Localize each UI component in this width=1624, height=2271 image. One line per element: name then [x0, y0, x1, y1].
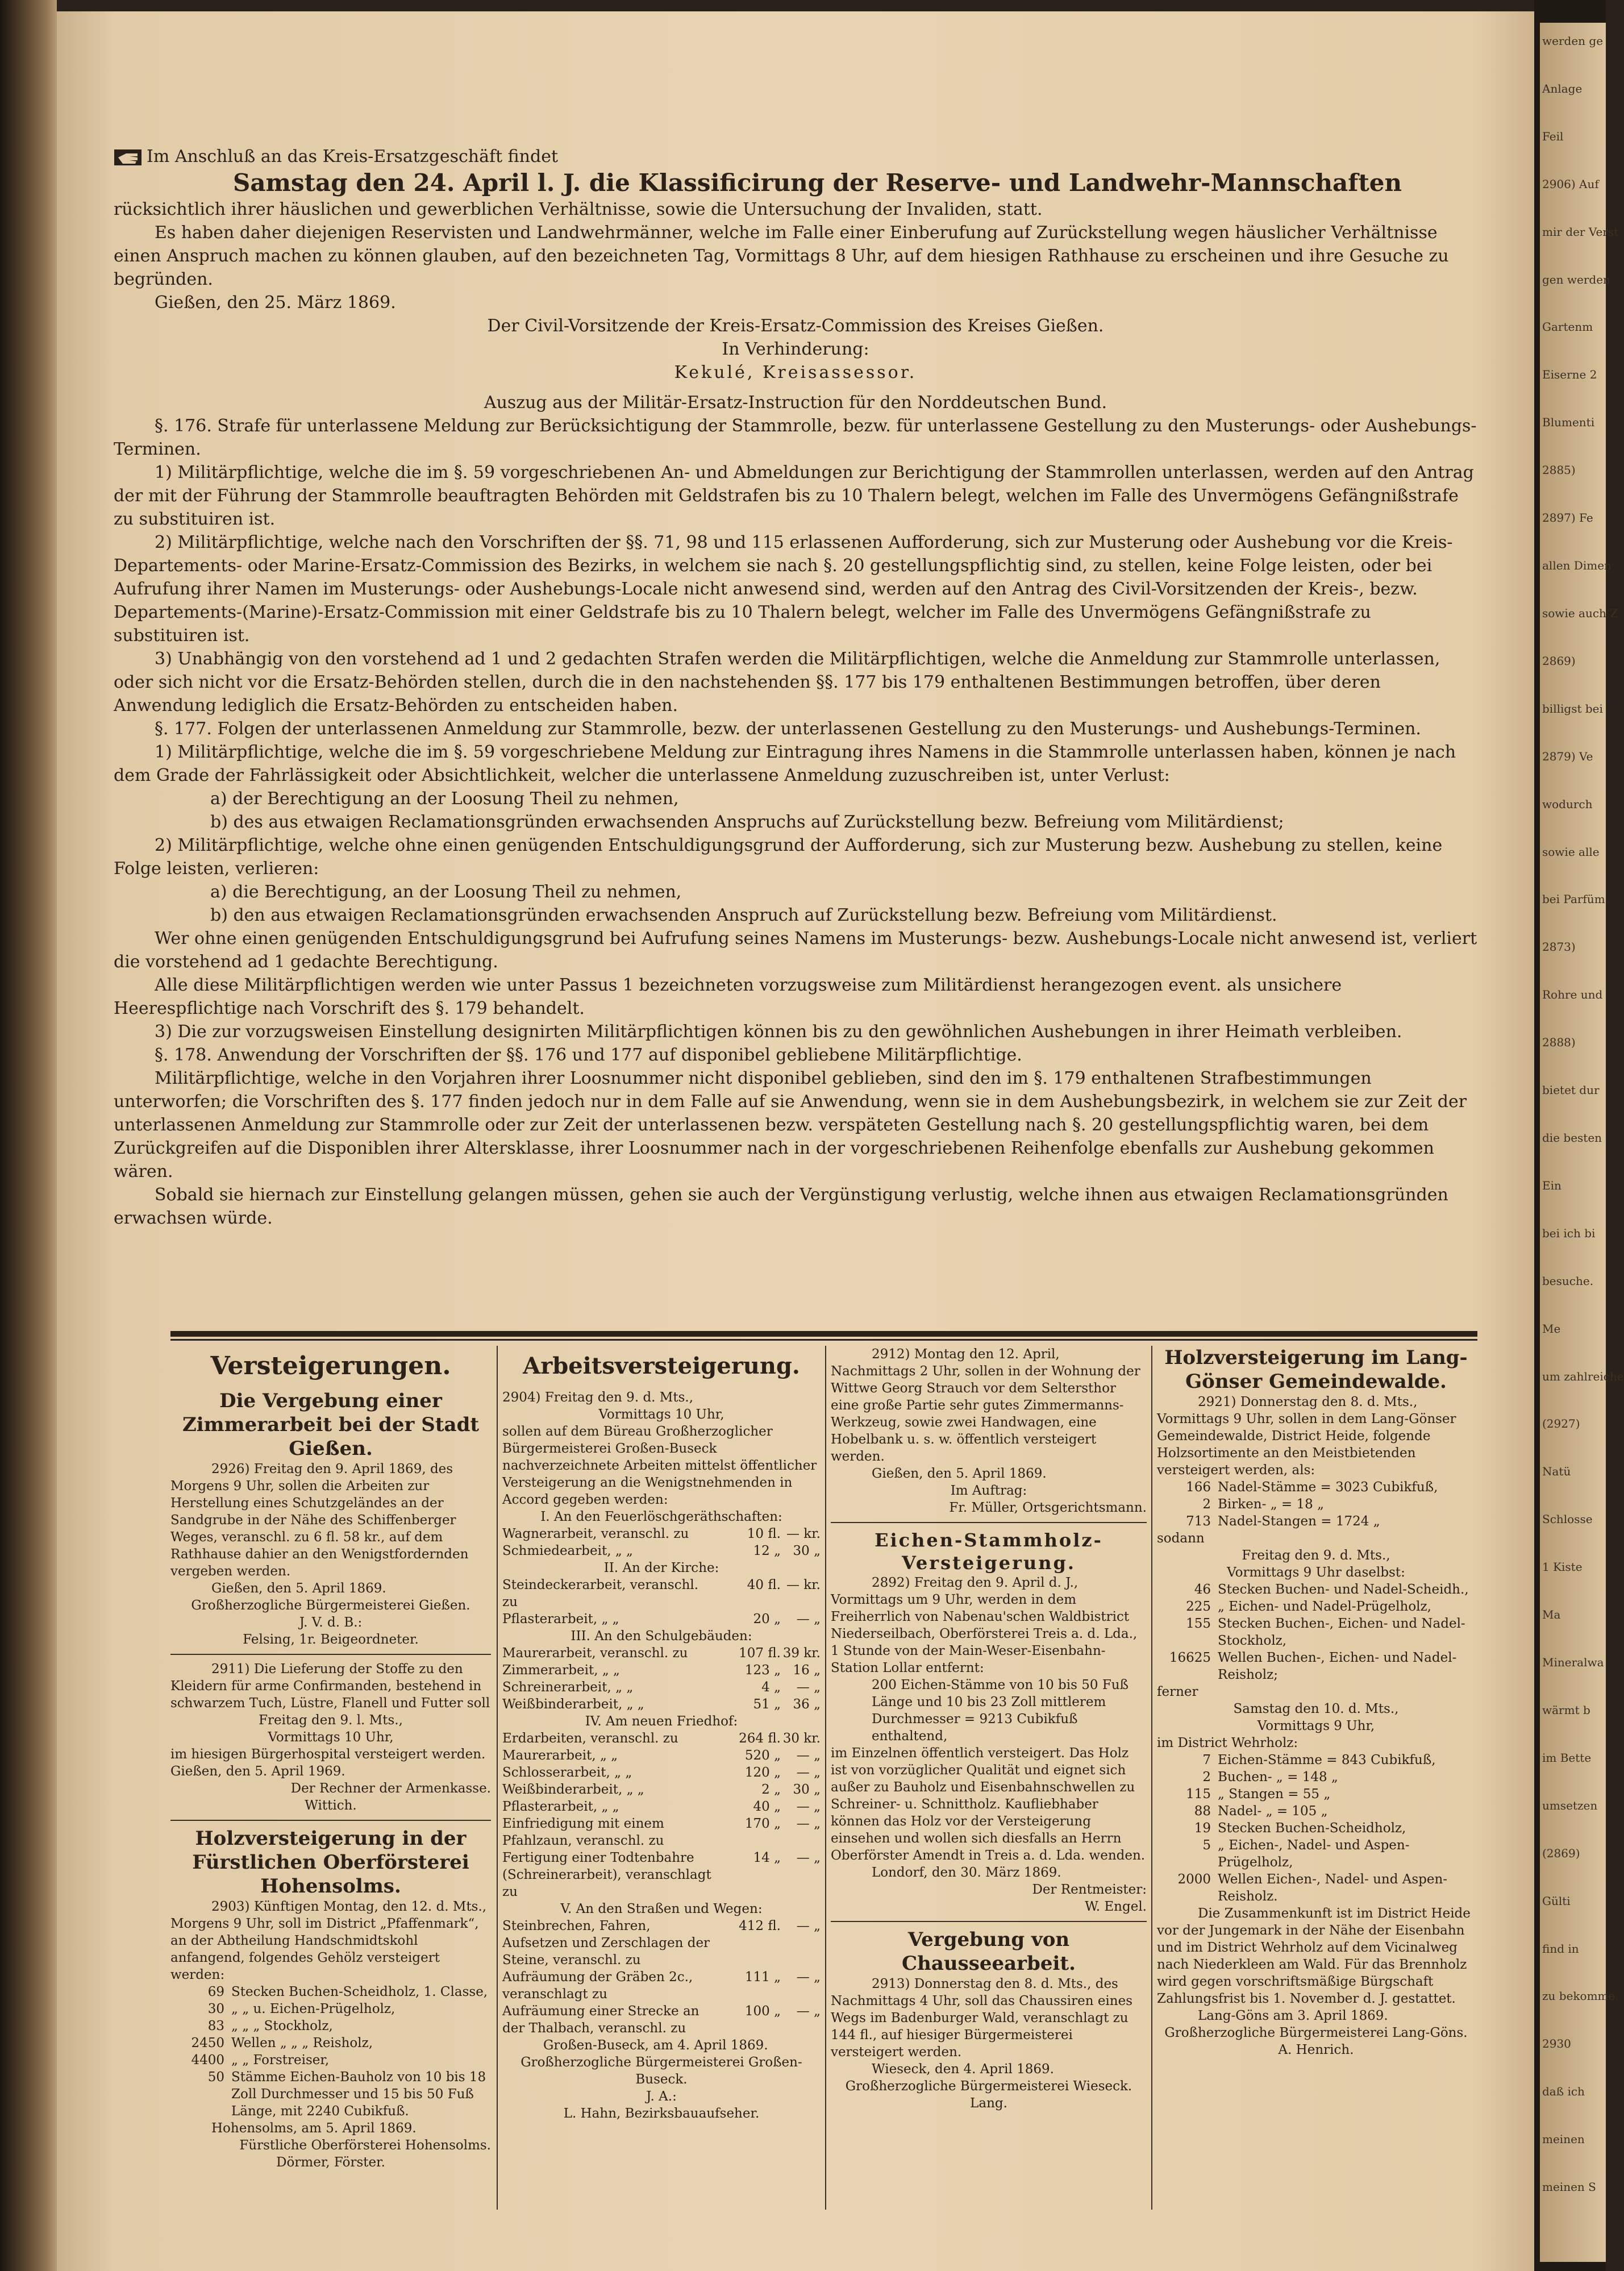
column-auctions	[170, 1346, 491, 2171]
list-item: 46 Stecken Buchen- und Nadel-Scheidh.,	[1194, 1582, 1469, 1597]
adjacent-page-fragment: Gartenm	[1542, 320, 1593, 334]
adjacent-page-fragment: (2927)	[1542, 1417, 1580, 1431]
notice-signature-2: In Verhinderung:	[722, 339, 869, 359]
column-work-auction	[502, 1346, 821, 2122]
section-rule-thick	[170, 1331, 1477, 1337]
ad-signature: Felsing, 1r. Beigeordneter.	[243, 1632, 419, 1647]
auctions-title: Versteigerungen.	[210, 1351, 451, 1380]
notice-para-2: Es haben daher diejenigen Reservisten und Landwehrmänner, welche im Falle einer Einberufung auf Zurückstellung wegen häuslicher Verhältnisse einen Anspruch machen zu können glauben, auf den bezeichneten Tag, Vormittags 8 Uhr, auf dem hiesigen Rathhause zu erscheinen und ihre Gesuche zu begründen.	[114, 223, 1449, 289]
ad-when: Freitag den 9. l. Mts.,	[259, 1713, 403, 1728]
adjacent-page-fragment: umsetzen	[1542, 1798, 1598, 1812]
section-176-3: 3) Unabhängig von den vorstehend ad 1 und 2 gedachten Strafen werden die Militärpflichtigen, welche die Anmeldung zur Stammrolle unterlassen, oder sich nicht vor die Ersatz-Behörden stellen, durch die in den nachstehenden §§. 177 bis 179 enthaltenen Bestimmungen betroffen, über deren Anwendung lediglich die Ersatz-Behörden zu entscheiden haben.	[114, 649, 1440, 716]
adjacent-page-fragment: 2888)	[1542, 1035, 1576, 1050]
table-row: Aufräumung einer Strecke an der Thalbach, veranschl. zu 100 „ — „	[502, 2004, 821, 2036]
ad-text: 2911) Die Lieferung der Stoffe zu den Kleidern für arme Confirmanden, bestehend in schwarzem Tuch, Lüstre, Flanell und Futter soll	[170, 1662, 490, 1711]
ad-signature: Fr. Müller, Ortsgerichtsmann.	[949, 1500, 1147, 1515]
section-heading: IV. Am neuen Friedhof:	[585, 1714, 738, 1729]
table-row: Pflasterarbeit, „ „ 20 „ — „	[502, 1612, 821, 1627]
section-176-1: 1) Militärpflichtige, welche die im §. 59 vorgeschriebenen An- und Abmeldungen zur Berichtigung der Stammrollen unterlassen, werden auf den Antrag der mit der Führung der Stammrolle beauftragten Behörden mit Geldstrafen bis zu 10 Thalern belegt, welchen im Falle des Unvermögens Gefängnißstrafe zu substituiren ist.	[114, 463, 1474, 529]
book-spine	[0, 0, 57, 2271]
section-177-2: 2) Militärpflichtige, welche ohne einen genügenden Entschuldigungsgrund der Aufforderung, sich zur Musterung bezw. Aushebung zu stellen, keine Folge leisten, verlieren:	[114, 835, 1443, 879]
list-item: 7 Eichen-Stämme = 843 Cubikfuß,	[1202, 1753, 1436, 1767]
ad-separator	[831, 1921, 1147, 1922]
ad-signature: J. A.:	[646, 2089, 677, 2104]
ad-signature: Großherzogliche Bürgermeisterei Großen-Buseck.	[520, 2055, 802, 2087]
list-item: 88 Nadel- „ = 105 „	[1194, 1804, 1328, 1819]
adjacent-page-fragment: werden ge	[1542, 34, 1604, 48]
adjacent-page-fragment: Blumenti	[1542, 415, 1595, 430]
ad-date: Gießen, den 5. April 1869.	[872, 1466, 1047, 1481]
ad-signature: Dörmer, Förster.	[276, 2155, 385, 2170]
ad-signature: A. Henrich.	[1278, 2043, 1354, 2057]
ad-title: Holzversteigerung im Lang-Gönser Gemeindewalde.	[1164, 1346, 1468, 1393]
section-177-3: 3) Die zur vorzugsweisen Einstellung designirten Militärpflichtigen können bis zu den gewöhnlichen Aushebungen in ihrer Heimath verbleiben.	[155, 1022, 1402, 1042]
table-row: Schlosserarbeit, „ „ 120 „ — „	[502, 1765, 821, 1780]
ad-signature: Der Rentmeister:	[1032, 1882, 1147, 1897]
list-item: 30 „ „ u. Eichen-Prügelholz,	[207, 2002, 395, 2016]
section-heading: V. An den Straßen und Wegen:	[560, 1902, 763, 1916]
ad-signature: Lang.	[970, 2096, 1007, 2111]
adjacent-page-fragment: Mineralwa	[1542, 1656, 1604, 1670]
adjacent-page-fragment: Natü	[1542, 1465, 1571, 1479]
table-row: Steindeckerarbeit, veranschl. zu 40 fl. — kr.	[502, 1578, 821, 1609]
table-row: Fertigung einer Todtenbahre (Schreinerarbeit), veranschlagt zu 14 „ — „	[502, 1850, 821, 1899]
notice-headline: Samstag den 24. April l. J. die Klassificirung der Reserve- und Landwehr-Mannschaften	[233, 169, 1402, 197]
adjacent-page-fragment: 2879) Ve	[1542, 749, 1593, 763]
section-heading: I. An den Feuerlöschgeräthschaften:	[540, 1509, 782, 1524]
list-item: 69 Stecken Buchen-Scheidholz, 1. Classe,	[207, 1985, 488, 1999]
adjacent-page-fragment: 2906) Auf	[1542, 177, 1599, 191]
adjacent-page-fragment: Anlage	[1542, 81, 1583, 95]
ad-text: ferner	[1157, 1684, 1198, 1699]
list-item: 5 „ Eichen-, Nadel- und Aspen-Prügelholz,	[1202, 1838, 1410, 1870]
adjacent-page-fragment: Schlosse	[1542, 1512, 1593, 1527]
table-row: Schreinerarbeit, „ „ 4 „ — „	[502, 1680, 821, 1695]
section-rule-thin	[170, 1339, 1477, 1341]
section-177-2a: a) die Berechtigung, an der Loosung Theil zu nehmen,	[210, 882, 682, 902]
list-item: 2 Buchen- „ = 148 „	[1202, 1770, 1338, 1785]
adjacent-page-fragment: Ma	[1542, 1608, 1561, 1622]
official-notice	[114, 145, 1477, 1230]
adjacent-page-fragment: die besten	[1542, 1131, 1602, 1145]
adjacent-page-fragment: 2897) Fe	[1542, 511, 1593, 525]
table-row: Zimmerarbeit, „ „ 123 „ 16 „	[502, 1663, 821, 1678]
adjacent-page-fragment: besuche.	[1542, 1274, 1594, 1288]
ad-signature: W. Engel.	[1085, 1899, 1147, 1914]
ad-when: Vormittags 9 Uhr daselbst:	[1227, 1565, 1405, 1580]
section-177-1: 1) Militärpflichtige, welche die im §. 59 vorgeschriebene Meldung zur Eintragung ihres Namens in die Stammrolle unterlassen haben, können je nach dem Grade der Fahrlässigkeit oder Absichtlichkeit, welcher die unterlassene Anmeldung zuzuschreiben ist, unter Verlust:	[114, 742, 1456, 785]
ad-when: Vormittags 10 Uhr,	[268, 1730, 394, 1745]
ad-title: Die Vergebung einer Zimmerarbeit bei der Stadt Gießen.	[182, 1390, 480, 1460]
list-item: 4400 „ „ Forstreiser,	[191, 2053, 330, 2068]
ad-text: 2903) Künftigen Montag, den 12. d. Mts., Morgens 9 Uhr, soll im District „Pfaffenmark“, an der Abtheilung Handschmidtskohl anfangend, folgendes Gehölz versteigert werden:	[170, 1899, 487, 1982]
ad-text: 2913) Donnerstag den 8. d. Mts., des Nachmittags 4 Uhr, soll das Chaussiren eines Wegs im Badenburger Wald, veranschlagt zu 144 fl., auf hiesiger Bürgermeisterei versteigert werden.	[831, 1977, 1133, 2060]
ad-when: im District Wehrholz:	[1157, 1736, 1298, 1750]
list-item: 19 Stecken Buchen-Scheidholz,	[1194, 1821, 1406, 1836]
table-row: Schmiedearbeit, „ „ 12 „ 30 „	[502, 1544, 821, 1558]
ad-text: sodann	[1157, 1531, 1205, 1546]
column-divider	[497, 1346, 498, 2210]
ad-text: 2912) Montag den 12. April, Nachmittags 2 Uhr, sollen in der Wohnung der Wittwe Georg Strauch vor dem Seltersthor eine große Partie sehr gutes Zimmermanns-Werkzeug, sowie zwei Handwagen, eine Hobelbank u. s. w. öffentlich versteigert werden.	[831, 1347, 1140, 1464]
ad-date: Hohensolms, am 5. April 1869.	[211, 2121, 417, 2136]
adjacent-page-fragment: meinen S	[1542, 2180, 1596, 2194]
adjacent-page	[1534, 0, 1624, 2271]
list-item: 225 „ Eichen- und Nadel-Prügelholz,	[1186, 1599, 1431, 1614]
section-176-2: 2) Militärpflichtige, welche nach den Vorschriften der §§. 71, 98 und 115 erlassenen Aufforderung, sich zur Musterung oder Aushebung vor die Kreis-Departements- oder Marine-Ersatz-Commission des Bezirks, in welchem sie nach §. 20 gestellungspflichtig sind, zu stellen, keine Folge leisten, oder bei Aufrufung ihrer Namen im Musterungs- oder Aushebungs-Locale nicht anwesend sind, werden auf den Antrag des Civil-Vorsitzenden der Kreis-, bezw. Departements-(Marine)-Ersatz-Commission mit einer Geldstrafe bis zu 10 Thalern belegt, welcher im Falle des Unvermögens Gefängnißstrafe zu substituiren ist.	[114, 533, 1453, 646]
pointing-hand-icon	[114, 149, 142, 166]
adjacent-page-fragment: im Bette	[1542, 1750, 1592, 1765]
section-177-absent: Wer ohne einen genügenden Entschuldigungsgrund bei Aufrufung seines Namens im Musterungs- bezw. Aushebungs-Locale nicht anwesend ist, verliert die vorstehend ad 1 gedachte Berechtigung.	[114, 929, 1477, 972]
ad-signature: Fürstliche Oberförsterei Hohensolms.	[239, 2138, 491, 2153]
notice-signature-1: Der Civil-Vorsitzende der Kreis-Ersatz-Commission des Kreises Gießen.	[487, 316, 1104, 336]
list-item: 83 „ „ „ Stockholz,	[207, 2019, 333, 2033]
ad-signature: Im Auftrag:	[950, 1483, 1027, 1498]
adjacent-page-fragment: find in	[1542, 1941, 1579, 1956]
ad-intro: sollen auf dem Büreau Großherzoglicher Bürgermeisterei Großen-Buseck nachverzeichnete Arbeiten mittelst öffentlicher Versteigerung an die Wenigstnehmenden in Accord gegeben werden:	[502, 1424, 817, 1507]
ad-separator	[831, 1522, 1147, 1523]
adjacent-page-fragment: (2869)	[1542, 1846, 1580, 1860]
ad-text: 2892) Freitag den 9. April d. J., Vormittags um 9 Uhr, werden in dem Freiherrlich von Nabenau'schen Waldbistrict Niederseilbach, Oberförsterei Treis a. d. Lda., 1 Stunde von der Main-Weser-Eisenbahn-Station Lollar entfernt:	[831, 1575, 1138, 1675]
adjacent-page-fragment: sowie auch Z	[1542, 606, 1618, 620]
ad-when: Samstag den 10. d. Mts.,	[1233, 1702, 1399, 1716]
ad-text: Die Zusammenkunft ist im District Heide vor der Jungemark in der Nähe der Eisenbahn und im District Wehrholz auf dem Vicinalweg nach Niederkleen am Wald. Für das Brennholz wird gegen vorschriftsmäßige Bürgschaft Zahlungsfrist bis 1. November d. J. gestattet.	[1157, 1906, 1471, 2006]
ad-date: Gießen, den 5. April 1869.	[211, 1581, 386, 1596]
adjacent-page-fragment: sowie alle	[1542, 845, 1600, 859]
adjacent-page-fragment: um zahlreiche	[1542, 1369, 1624, 1383]
section-176: §. 176. Strafe für unterlassene Meldung zur Berücksichtigung der Stammrolle, bezw. für unterlassene Gestellung zu den Musterungs- oder Aushebungs-Terminen.	[114, 416, 1477, 459]
ad-title: Vergebung von Chausseearbeit.	[902, 1928, 1076, 1975]
section-177-1b: b) des aus etwaigen Reclamationsgründen erwachsenden Anspruchs auf Zurückstellung bezw. Befreiung vom Militärdienst;	[210, 812, 1284, 832]
column-divider	[825, 1346, 826, 2210]
ad-intro: 2904) Freitag den 9. d. Mts.,	[502, 1390, 694, 1405]
adjacent-page-fragment: bei Parfüm	[1542, 892, 1605, 906]
notice-para-1: rücksichtlich ihrer häuslichen und gewerblichen Verhältnisse, sowie die Untersuchung der Invaliden, statt.	[114, 199, 1043, 219]
adjacent-page-fragment: zu bekomme	[1542, 1989, 1615, 2003]
section-177: §. 177. Folgen der unterlassenen Anmeldung zur Stammrolle, bezw. der unterlassenen Gestellung zu den Musterungs- und Aushebungs-Terminen.	[155, 719, 1421, 739]
table-row: Weißbinderarbeit, „ „ 2 „ 30 „	[502, 1782, 821, 1797]
adjacent-page-fragment: 2930	[1542, 2037, 1571, 2051]
section-177-1a: a) der Berechtigung an der Loosung Theil zu nehmen,	[210, 789, 679, 809]
adjacent-page-fragment: 2885)	[1542, 463, 1576, 477]
adjacent-page-fragment: Eiserne 2	[1542, 368, 1597, 382]
table-row: Pflasterarbeit, „ „ 40 „ — „	[502, 1799, 821, 1814]
adjacent-page-fragment: billigst bei	[1542, 701, 1603, 716]
ad-when: Vormittags 9 Uhr,	[1257, 1719, 1375, 1733]
ad-item: 200 Eichen-Stämme von 10 bis 50 Fuß Länge und 10 bis 23 Zoll mittlerem Durchmesser = 9213 Cubikfuß enthaltend,	[872, 1678, 1129, 1744]
section-178-2: Sobald sie hiernach zur Einstellung gelangen müssen, gehen sie auch der Vergünstigung verlustig, welche ihnen aus etwaigen Reclamationsgründen erwachsen würde.	[114, 1185, 1448, 1228]
adjacent-page-fragment: 2869)	[1542, 654, 1576, 668]
table-row: Weißbinderarbeit, „ „ 51 „ 36 „	[502, 1697, 821, 1712]
adjacent-page-fragment: 1 Kiste	[1542, 1560, 1583, 1574]
notice-lead: Im Anschluß an das Kreis-Ersatzgeschäft findet	[114, 145, 1477, 168]
section-heading: II. An der Kirche:	[603, 1561, 719, 1575]
section-177-all: Alle diese Militärpflichtigen werden wie unter Passus 1 bezeichneten vorzugsweise zum Militärdienst herangezogen event. als unsichere Heerespflichtige nach Vorschrift des §. 179 behandelt.	[114, 975, 1342, 1018]
notice-signature-3: Kekulé, Kreisassessor.	[674, 363, 917, 382]
list-item: 115 „ Stangen = 55 „	[1186, 1787, 1331, 1802]
adjacent-page-fragment: allen Dimen	[1542, 559, 1611, 573]
ad-text: im Einzelnen öffentlich versteigert. Das Holz ist von vorzüglicher Qualität und eignet sich außer zu Bauholz und Eisenbahnschwellen zu Schreiner- u. Schnittholz. Kaufliebhaber können das Holz vor der Versteigerung einsehen und wollen sich diesfalls an Herrn Oberförster Amendt in Treis a. d. Lda. wenden.	[831, 1746, 1146, 1863]
ad-date: Lang-Göns am 3. April 1869.	[1198, 2008, 1388, 2023]
ad-intro: 2921) Donnerstag den 8. d. Mts., Vormittags 9 Uhr, sollen in dem Lang-Gönser Gemeindewalde, District Heide, folgende Holzsortimente an den Meistbietenden versteigert werden, als:	[1157, 1395, 1456, 1478]
ad-date: Wieseck, den 4. April 1869.	[872, 2062, 1054, 2077]
ad-separator	[170, 1654, 491, 1655]
list-item: 16625 Wellen Buchen-, Eichen- und Nadel-Reisholz;	[1169, 1650, 1457, 1682]
ad-signature: Wittich.	[305, 1798, 357, 1813]
table-row: Maurerarbeit, veranschl. zu 107 fl. 39 kr.	[502, 1646, 821, 1661]
section-178-1: Militärpflichtige, welche in den Vorjahren ihrer Loosnummer nicht disponibel geblieben, sind den im §. 179 enthaltenen Strafbestimmungen unterworfen; die Vorschriften des §. 177 finden jedoch nur in dem Falle auf sie Anwendung, wenn sie in dem Aushebungsbezirk, in welchem sie zur Zeit der unterlassenen Anmeldung zur Stammrolle oder zur Zeit der unterlassenen bezw. verspäteten Gestellung nach §. 20 gestellungspflichtig waren, bei dem Zurückgreifen auf die Disponiblen ihrer Altersklasse, ihrer Loosnummer nach in der vorgeschriebenen Reihenfolge ebenfalls zur Aushebung gekommen wären.	[114, 1068, 1467, 1182]
section-178: §. 178. Anwendung der Vorschriften der §§. 176 und 177 auf disponibel gebliebene Militärpflichtige.	[155, 1045, 1022, 1065]
list-item: 155 Stecken Buchen-, Eichen- und Nadel-Stockholz,	[1186, 1616, 1465, 1648]
ad-date: Großen-Buseck, am 4. April 1869.	[543, 2038, 768, 2053]
ad-text: im hiesigen Bürgerhospital versteigert werden. Gießen, den 5. April 1969.	[170, 1747, 486, 1779]
ad-text: 2926) Freitag den 9. April 1869, des Morgens 9 Uhr, sollen die Arbeiten zur Herstellung eines Schutzgeländes an der Sandgrube in der Nähe des Schiffenberger Weges, veranschl. zu 6 fl. 58 kr., auf dem Rathhause dahier an den Wenigstfordernden vergeben werden.	[170, 1462, 469, 1579]
table-row: Steinbrechen, Fahren, Aufsetzen und Zerschlagen der Steine, veranschl. zu 412 fl. — „	[502, 1919, 821, 1968]
table-row: Wagnerarbeit, veranschl. zu 10 fl. — kr.	[502, 1527, 821, 1541]
ad-signature: Großherzogliche Bürgermeisterei Lang-Göns.	[1164, 2025, 1468, 2040]
table-row: Erdarbeiten, veranschl. zu 264 fl. 30 kr.	[502, 1731, 821, 1746]
table-row: Aufräumung der Gräben 2c., veranschlagt zu 111 „ — „	[502, 1970, 821, 2002]
list-item: 50 Stämme Eichen-Bauholz von 10 bis 18 Zoll Durchmesser und 15 bis 50 Fuß Länge, mit 2240 Cubikfuß.	[207, 2070, 486, 2119]
table-row: Einfriedigung mit einem Pfahlzaun, veranschl. zu 170 „ — „	[502, 1816, 821, 1848]
section-177-2b: b) den aus etwaigen Reclamationsgründen erwachsenden Anspruch auf Zurückstellung bezw. Befreiung vom Militärdienst.	[210, 905, 1277, 925]
list-item: 2450 Wellen „ „ „ Reisholz,	[191, 2036, 373, 2050]
adjacent-page-fragment: wärmt b	[1542, 1703, 1590, 1717]
ad-signature: Der Rechner der Armenkasse.	[290, 1781, 491, 1796]
notice-extract-title: Auszug aus der Militär-Ersatz-Instruction für den Norddeutschen Bund.	[484, 393, 1107, 413]
adjacent-page-fragment: bei ich bi	[1542, 1226, 1596, 1240]
adjacent-page-fragment: 2873)	[1542, 940, 1576, 954]
adjacent-page-fragment: daß ich	[1542, 2085, 1585, 2099]
ad-date: Londorf, den 30. März 1869.	[872, 1865, 1061, 1880]
adjacent-page-fragment: mir der Verst	[1542, 224, 1619, 239]
adjacent-page-fragment: wodurch	[1542, 797, 1593, 811]
ad-intro: Vormittags 10 Uhr,	[598, 1407, 724, 1422]
section-heading: III. An den Schulgebäuden:	[571, 1629, 752, 1644]
ad-signature: Großherzogliche Bürgermeisterei Wieseck.	[845, 2079, 1132, 2094]
adjacent-page-fragment: gen werden	[1542, 272, 1610, 286]
list-item: 713 Nadel-Stangen = 1724 „	[1186, 1514, 1380, 1529]
list-item: 2 Birken- „ = 18 „	[1202, 1497, 1324, 1512]
notice-date: Gießen, den 25. März 1869.	[155, 293, 396, 313]
work-auction-title: Arbeitsversteigerung.	[523, 1353, 800, 1379]
ad-title: Holzversteigerung in der Fürstlichen Oberförsterei Hohensolms.	[192, 1827, 469, 1898]
adjacent-page-fragment: meinen	[1542, 2132, 1585, 2147]
list-item: 2000 Wellen Eichen-, Nadel- und Aspen-Reisholz.	[1177, 1872, 1448, 1904]
table-row: Maurerarbeit, „ „ 520 „ — „	[502, 1748, 821, 1763]
adjacent-page-fragment: bietet dur	[1542, 1083, 1600, 1097]
adjacent-page-fragment: Gülti	[1542, 1894, 1571, 1908]
column-wood-auction	[1157, 1346, 1475, 2058]
ad-title: Eichen-Stammholz-Versteigerung.	[875, 1529, 1103, 1574]
column-divider	[1151, 1346, 1152, 2210]
wood-list	[170, 1983, 491, 2120]
ad-when: Freitag den 9. d. Mts.,	[1242, 1548, 1390, 1563]
adjacent-page-fragment: Ein	[1542, 1178, 1561, 1192]
adjacent-page-fragment: Feil	[1542, 129, 1564, 143]
ad-signature: Großherzogliche Bürgermeisterei Gießen.	[191, 1598, 470, 1613]
ad-signature: L. Hahn, Bezirksbauaufseher.	[563, 2106, 760, 2121]
adjacent-page-fragment: Rohre und	[1542, 988, 1603, 1002]
ad-separator	[170, 1820, 491, 1821]
adjacent-page-fragment: Me	[1542, 1321, 1561, 1336]
list-item: 166 Nadel-Stämme = 3023 Cubikfuß,	[1186, 1480, 1438, 1495]
column-misc-ads	[831, 1346, 1147, 2112]
ad-signature: J. V. d. B.:	[299, 1615, 363, 1630]
